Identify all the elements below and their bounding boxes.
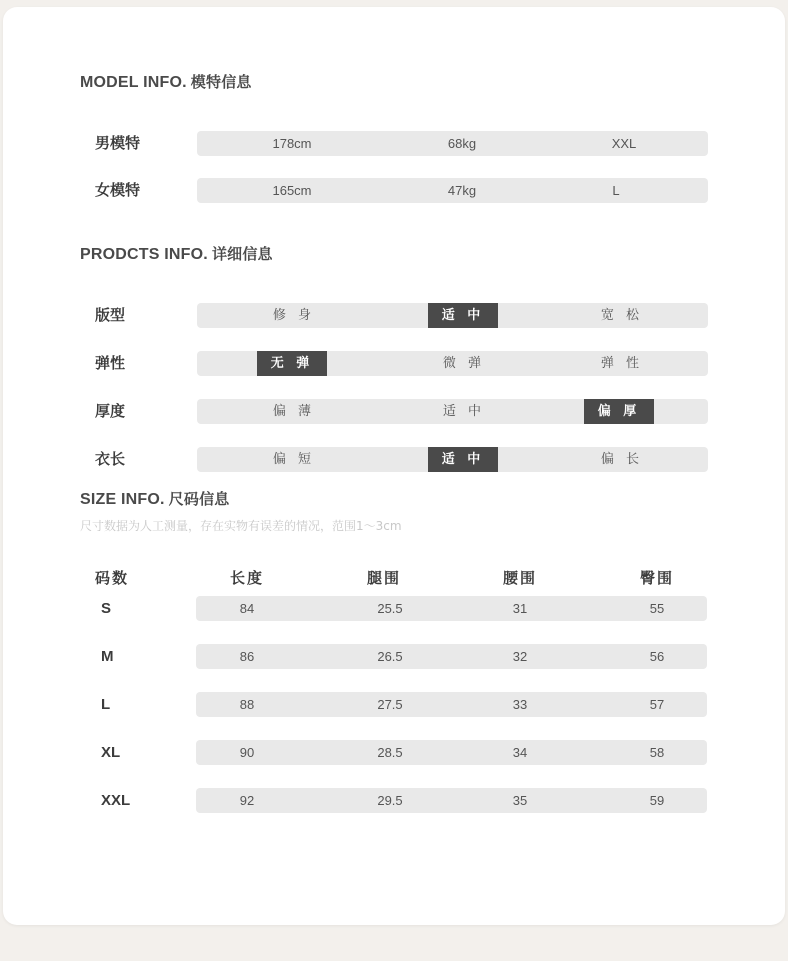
size-thigh: 28.5 xyxy=(377,745,403,760)
size-row xyxy=(0,740,788,765)
size-row-bar xyxy=(196,596,707,621)
model-size: XXL xyxy=(611,136,637,151)
model-row-female xyxy=(0,178,788,203)
product-row-length xyxy=(0,447,788,472)
size-length: 84 xyxy=(239,601,255,616)
products-info-title-cn: 详细信息 xyxy=(211,245,273,263)
products-info-title-en: PRODCTS INFO. xyxy=(80,246,208,263)
size-row-bar xyxy=(196,644,707,669)
size-hip: 55 xyxy=(649,601,665,616)
size-label: L xyxy=(101,696,111,713)
size-info-note: 尺寸数据为人工测量，存在实物有误差的情况，范围1〜3cm xyxy=(80,519,402,533)
size-header-length: 长度 xyxy=(229,569,265,587)
size-label: XXL xyxy=(101,792,131,809)
model-row-male xyxy=(0,131,788,156)
product-option: 弹 性 xyxy=(600,356,644,371)
size-hip: 58 xyxy=(649,745,665,760)
size-waist: 32 xyxy=(512,649,528,664)
model-row-label: 男模特 xyxy=(95,134,141,152)
product-row-label: 厚度 xyxy=(95,402,126,420)
size-hip: 57 xyxy=(649,697,665,712)
model-weight: 68kg xyxy=(447,136,477,151)
size-thigh: 26.5 xyxy=(377,649,403,664)
size-label: XL xyxy=(101,744,121,761)
size-waist: 35 xyxy=(512,793,528,808)
size-row xyxy=(0,644,788,669)
product-option: 偏 短 xyxy=(272,452,316,467)
size-row xyxy=(0,692,788,717)
product-option-selected: 适 中 xyxy=(428,303,498,328)
model-row-label: 女模特 xyxy=(95,181,141,199)
size-length: 92 xyxy=(239,793,255,808)
size-header-thigh: 腿围 xyxy=(366,569,402,587)
product-option: 宽 松 xyxy=(600,308,644,323)
product-row-elasticity xyxy=(0,351,788,376)
model-height: 178cm xyxy=(272,136,312,151)
product-option-selected: 适 中 xyxy=(428,447,498,472)
size-thigh: 27.5 xyxy=(377,697,403,712)
product-row-label: 版型 xyxy=(95,306,126,324)
product-option-selected: 偏 厚 xyxy=(584,399,654,424)
product-option: 微 弹 xyxy=(442,356,486,371)
model-height: 165cm xyxy=(272,183,312,198)
model-size: L xyxy=(612,183,620,198)
size-length: 88 xyxy=(239,697,255,712)
model-info-title-cn: 模特信息 xyxy=(190,73,252,91)
size-header-hip: 臀围 xyxy=(639,569,675,587)
size-waist: 33 xyxy=(512,697,528,712)
product-option: 偏 薄 xyxy=(272,404,316,419)
size-hip: 56 xyxy=(649,649,665,664)
product-option: 修 身 xyxy=(272,308,316,323)
size-row-bar xyxy=(196,788,707,813)
product-row-fit xyxy=(0,303,788,328)
size-row-bar xyxy=(196,692,707,717)
model-info-title xyxy=(80,71,252,92)
size-info-title-cn: 尺码信息 xyxy=(168,490,230,508)
product-row-thickness xyxy=(0,399,788,424)
product-option: 偏 长 xyxy=(600,452,644,467)
size-info-title xyxy=(80,488,229,509)
size-thigh: 25.5 xyxy=(377,601,403,616)
size-row xyxy=(0,596,788,621)
product-option: 适 中 xyxy=(442,404,486,419)
size-row xyxy=(0,788,788,813)
size-header-waist: 腰围 xyxy=(502,569,538,587)
size-info-title-en: SIZE INFO. xyxy=(80,491,165,508)
size-waist: 31 xyxy=(512,601,528,616)
size-length: 90 xyxy=(239,745,255,760)
size-label: S xyxy=(101,600,112,617)
size-hip: 59 xyxy=(649,793,665,808)
size-length: 86 xyxy=(239,649,255,664)
size-row-bar xyxy=(196,740,707,765)
size-thigh: 29.5 xyxy=(377,793,403,808)
model-weight: 47kg xyxy=(447,183,477,198)
product-row-label: 衣长 xyxy=(95,450,126,468)
product-row-label: 弹性 xyxy=(95,354,126,372)
size-header-size: 码数 xyxy=(95,569,130,587)
model-info-title-en: MODEL INFO. xyxy=(80,74,187,91)
size-waist: 34 xyxy=(512,745,528,760)
size-label: M xyxy=(101,648,114,665)
product-option-selected: 无 弹 xyxy=(257,351,327,376)
products-info-title xyxy=(80,243,273,264)
